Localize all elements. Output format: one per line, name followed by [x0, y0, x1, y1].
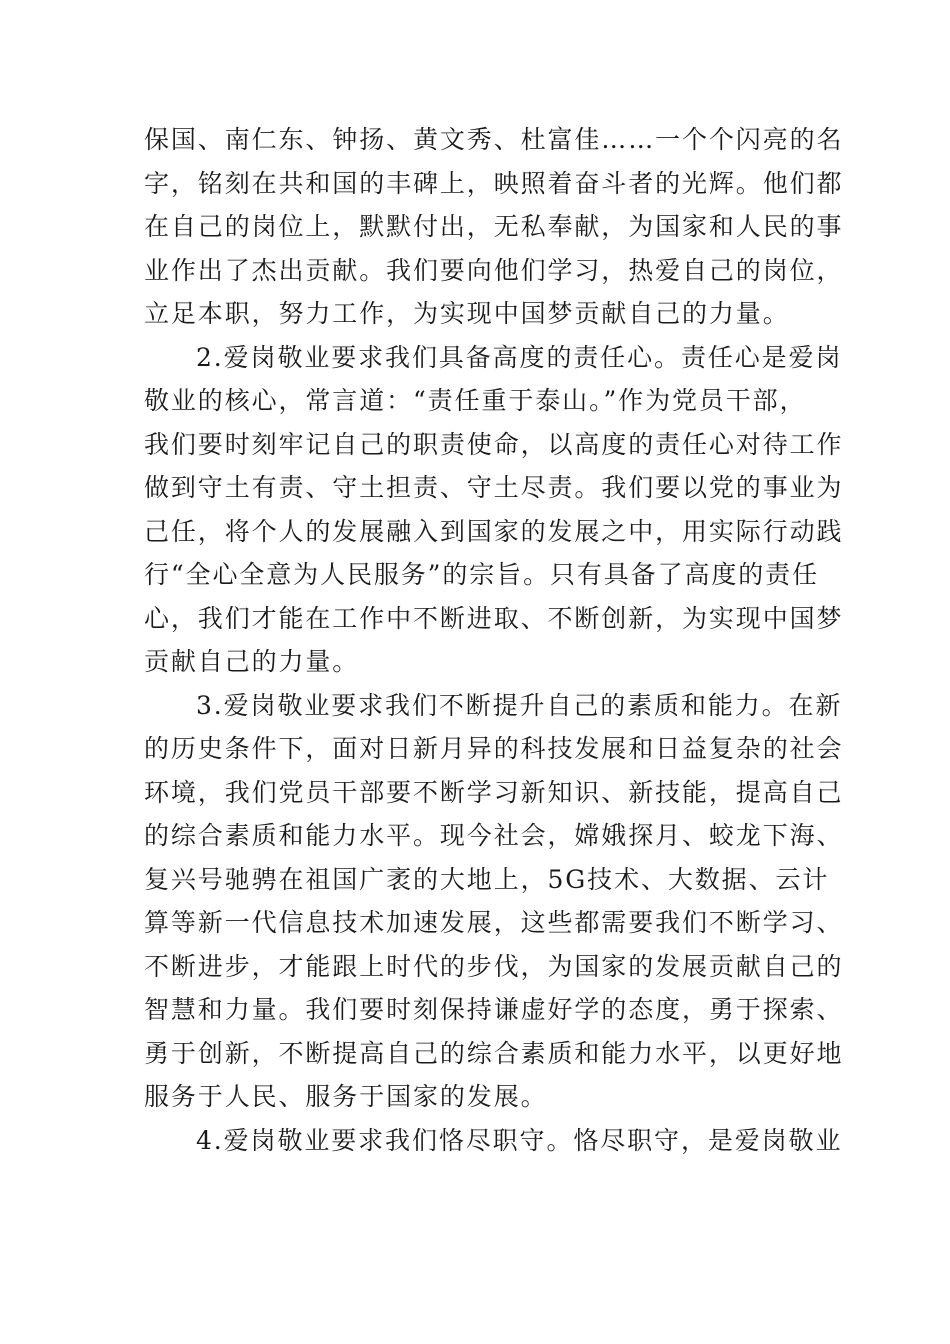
text-line: 在自己的岗位上，默默付出，无私奉献，为国家和人民的事: [144, 212, 844, 241]
text-line: 复兴号驰骋在祖国广袤的大地上，5G技术、大数据、云计: [144, 864, 830, 894]
text-line: 算等新一代信息技术加速发展，这些都需要我们不断学习、: [144, 908, 844, 937]
text-line: 保国、南仁东、钟扬、黄文秀、杜富佳……一个个闪亮的名: [144, 125, 844, 154]
paragraph-3-first-line: 3.爱岗敬业要求我们不断提升自己的素质和能力。在新: [196, 690, 843, 720]
text-line: 字，铭刻在共和国的丰碑上，映照着奋斗者的光辉。他们都: [144, 168, 844, 198]
text-line: 贡献自己的力量。: [144, 647, 360, 676]
text-line: 勇于创新，不断提高自己的综合素质和能力水平，以更好地: [144, 1038, 844, 1068]
text-line: 的综合素质和能力水平。现今社会，嫦娥探月、蛟龙下海、: [144, 821, 844, 850]
text-line: 我们要时刻牢记自己的职责使命，以高度的责任心对待工作: [144, 429, 844, 459]
text-line: 不断进步，才能跟上时代的步伐，为国家的发展贡献自己的: [144, 951, 844, 981]
text-line: 服务于人民、服务于国家的发展。: [144, 1082, 548, 1111]
text-line: 做到守土有责、守土担责、守土尽责。我们要以党的事业为: [144, 473, 844, 502]
paragraph-2-first-line: 2.爱岗敬业要求我们具备高度的责任心。责任心是爱岗: [196, 342, 843, 372]
text-line: 行“全心全意为人民服务”的宗旨。只有具备了高度的责任: [144, 560, 819, 589]
text-line: 业作出了杰出贡献。我们要向他们学习，热爱自己的岗位，: [144, 255, 844, 285]
text-line: 的历史条件下，面对日新月异的科技发展和日益复杂的社会: [144, 734, 844, 763]
text-line: 敬业的核心，常言道：“责任重于泰山。”作为党员干部，: [144, 386, 807, 415]
text-line: 己任，将个人的发展融入到国家的发展之中，用实际行动践: [144, 516, 844, 546]
text-line: 立足本职，努力工作，为实现中国梦贡献自己的力量。: [144, 299, 790, 328]
body-text: [144, 118, 844, 1162]
paragraph-4-first-line: 4.爱岗敬业要求我们恪尽职守。恪尽职守，是爱岗敬业: [196, 1125, 843, 1155]
text-line: 环境，我们党员干部要不断学习新知识、新技能，提高自己: [144, 777, 844, 807]
text-line: 智慧和力量。我们要时刻保持谦虚好学的态度，勇于探索、: [144, 995, 844, 1024]
text-line: 心，我们才能在工作中不断进取、不断创新，为实现中国梦: [144, 603, 844, 633]
